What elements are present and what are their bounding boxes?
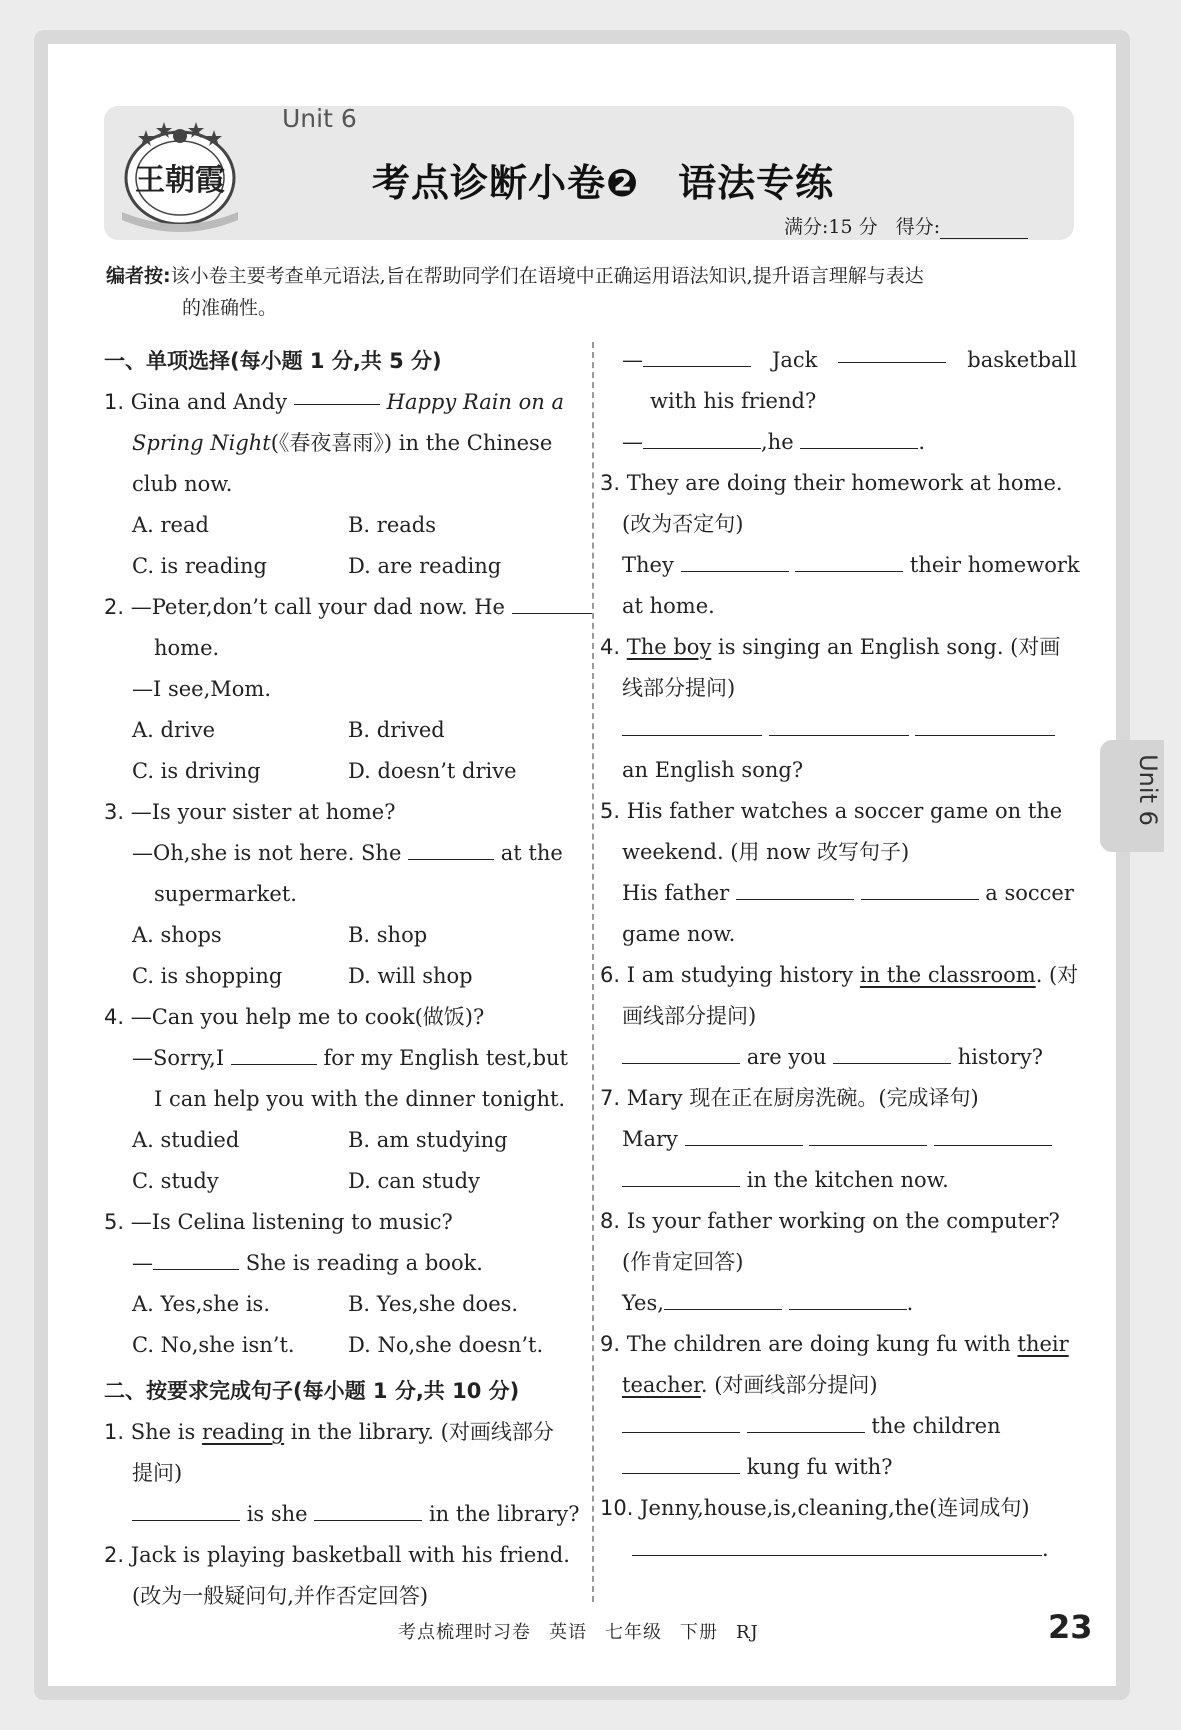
option-d[interactable]: D. can study (348, 1169, 480, 1193)
s2-q2-line1: 2. Jack is playing basketball with his friend. (104, 1543, 570, 1567)
answer-blank[interactable] (800, 426, 918, 449)
publisher-logo (108, 108, 252, 236)
s2-q1-line2: 提问) (132, 1461, 183, 1485)
s2-q9-line2: teacher. (对画线部分提问) (622, 1373, 878, 1397)
answer-blank[interactable] (789, 1287, 907, 1310)
s2-q5-line3: His father a soccer (622, 873, 1077, 914)
answer-blank[interactable] (736, 877, 854, 900)
s1-q2-line1: 2. —Peter,don’t call your dad now. He (104, 587, 564, 628)
s2-q10-line2: . (622, 1529, 1077, 1570)
answer-blank[interactable] (664, 1287, 782, 1310)
s1-q5-line1: 5. —Is Celina listening to music? (104, 1210, 453, 1234)
footer (398, 1618, 777, 1644)
editor-note (106, 260, 1076, 324)
s2-q5-line4: game now. (622, 922, 736, 946)
answer-blank[interactable] (632, 1533, 1042, 1556)
option-a[interactable]: A. Yes,she is. (132, 1292, 271, 1316)
s1-q4-line1: 4. —Can you help me to cook(做饭)? (104, 1005, 485, 1029)
full-score: 满分:15 分 (784, 216, 878, 238)
footer-grade: 七年级 (605, 1622, 662, 1643)
option-c[interactable]: C. study (132, 1169, 219, 1193)
s2-q6-line2: 画线部分提问) (622, 1004, 757, 1028)
option-a[interactable]: A. read (132, 513, 209, 537)
s2-q6-line3: are you history? (622, 1037, 1077, 1078)
s2-q9-line3: the children (622, 1406, 1077, 1447)
option-a[interactable]: A. drive (132, 718, 216, 742)
s2-q8-line3: Yes, . (622, 1283, 1077, 1324)
side-tab (1100, 740, 1164, 852)
s1-q3-line2: —Oh,she is not here. She at the (104, 833, 564, 874)
s1-q3-line3: supermarket. (154, 882, 297, 906)
answer-blank[interactable] (833, 1041, 951, 1064)
s2-q4-line2: 线部分提问) (622, 676, 736, 700)
s2-q4-line4: an English song? (622, 758, 804, 782)
s2-q6-line1: 6. I am studying history in the classroom. (对 (600, 963, 1079, 987)
s1-q3-options-ab (104, 915, 564, 956)
score-line (784, 212, 1028, 239)
option-c[interactable]: C. is shopping (132, 964, 283, 988)
score-label: 得分: (895, 216, 941, 238)
answer-blank[interactable] (622, 1041, 740, 1064)
unit-label: Unit 6 (282, 104, 357, 133)
option-d[interactable]: D. will shop (348, 964, 473, 988)
answer-blank[interactable] (809, 1123, 927, 1146)
answer-blank[interactable] (769, 713, 909, 736)
option-b[interactable]: B. Yes,she does. (348, 1292, 519, 1316)
answer-blank[interactable] (795, 549, 903, 572)
option-c[interactable]: C. No,she isn’t. (132, 1333, 295, 1357)
s1-q1-options-ab (104, 505, 564, 546)
s2-q10-line1: 10. Jenny,house,is,cleaning,the(连词成句) (600, 1496, 1030, 1520)
answer-blank[interactable] (622, 1164, 740, 1187)
s2-q2-line3: — Jack basketball (622, 340, 1077, 381)
s1-q3-options-cd (104, 956, 564, 997)
s1-q1-line1: 1. Gina and Andy Happy Rain on a (104, 382, 564, 423)
s2-q4-line1: 4. The boy is singing an English song. (对画 (600, 635, 1061, 659)
option-a[interactable]: A. studied (132, 1128, 240, 1152)
s2-q3-line1: 3. They are doing their homework at home. (600, 471, 1063, 495)
footer-book: 考点梳理时习卷 (398, 1622, 531, 1643)
footer-subject: 英语 (549, 1622, 587, 1643)
s2-q5-line1: 5. His father watches a soccer game on the (600, 799, 1063, 823)
s2-q2-line2: (改为一般疑问句,并作否定回答) (132, 1584, 429, 1608)
s2-q7-line1: 7. Mary 现在正在厨房洗碗。(完成译句) (600, 1086, 979, 1110)
option-b[interactable]: B. reads (348, 513, 436, 537)
option-d[interactable]: D. doesn’t drive (348, 759, 517, 783)
s2-q1-line3: is she in the library? (104, 1494, 564, 1535)
s1-q4-line2: —Sorry,I for my English test,but (104, 1038, 564, 1079)
s2-q1-line1: 1. She is reading in the library. (对画线部分 (104, 1420, 554, 1444)
s1-q2-options-ab (104, 710, 564, 751)
answer-blank[interactable] (861, 877, 979, 900)
section2-title: 二、按要求完成句子(每小题 1 分,共 10 分) (104, 1379, 520, 1403)
s1-q4-line3: I can help you with the dinner tonight. (154, 1087, 566, 1111)
s1-q1-line3: club now. (132, 472, 233, 496)
answer-blank[interactable] (622, 1451, 740, 1474)
section1-title: 一、单项选择(每小题 1 分,共 5 分) (104, 349, 442, 373)
note-label: 编者按: (106, 265, 171, 287)
note-text-1: 该小卷主要考查单元语法,旨在帮助同学们在语境中正确运用语法知识,提升语言理解与表达 (170, 265, 924, 287)
page-title: 考点诊断小卷❷ 语法专练 (372, 161, 835, 205)
answer-blank[interactable] (643, 344, 751, 367)
answer-blank[interactable] (408, 837, 494, 860)
answer-blank[interactable] (838, 340, 946, 363)
s1-q5-line2: — She is reading a book. (104, 1243, 564, 1284)
s2-q4-line3 (622, 709, 1077, 750)
answer-blank[interactable] (685, 1123, 803, 1146)
answer-blank[interactable] (622, 1410, 740, 1433)
footer-volume: 下册 (680, 1622, 718, 1643)
score-blank[interactable] (940, 220, 1028, 239)
page-number: 23 (1048, 1608, 1093, 1646)
s1-q2-line2: home. (154, 636, 220, 660)
s1-q3-line1: 3. —Is your sister at home? (104, 800, 396, 824)
s2-q9-line1: 9. The children are doing kung fu with their (600, 1332, 1069, 1356)
s1-q1-options-cd (104, 546, 564, 587)
option-c[interactable]: C. is driving (132, 759, 261, 783)
s2-q2-line4: with his friend? (650, 389, 817, 413)
s1-q4-options-ab (104, 1120, 564, 1161)
option-b[interactable]: B. shop (348, 923, 428, 947)
answer-blank[interactable] (314, 1498, 422, 1521)
answer-blank[interactable] (231, 1042, 317, 1065)
answer-blank[interactable] (294, 382, 380, 405)
s2-q5-line2: weekend. (用 now 改写句子) (622, 840, 910, 864)
answer-blank[interactable] (153, 1247, 239, 1270)
s2-q8-line1: 8. Is your father working on the computer? (600, 1209, 1060, 1233)
option-d[interactable]: D. are reading (348, 554, 502, 578)
side-tab-label: Unit 6 (1133, 754, 1162, 826)
answer-blank[interactable] (934, 1123, 1052, 1146)
s2-q3-line4: at home. (622, 594, 715, 618)
left-column (104, 340, 580, 1617)
answer-blank[interactable] (622, 713, 762, 736)
s1-q4-options-cd (104, 1161, 564, 1202)
s2-q3-line2: (改为否定句) (622, 512, 744, 536)
s2-q7-line2: Mary (622, 1119, 1077, 1160)
s1-q5-options-cd (104, 1325, 564, 1366)
right-column (600, 340, 1080, 1570)
option-b[interactable]: B. drived (348, 718, 445, 742)
footer-edition: RJ (736, 1622, 759, 1643)
s2-q2-line5: — ,he . (622, 422, 1077, 463)
s2-q3-line3: They their homework (622, 545, 1077, 586)
answer-blank[interactable] (681, 549, 789, 572)
option-a[interactable]: A. shops (132, 923, 222, 947)
answer-blank[interactable] (747, 1410, 865, 1433)
s1-q5-options-ab (104, 1284, 564, 1325)
answer-blank[interactable] (915, 713, 1055, 736)
note-text-2: 的准确性。 (182, 297, 278, 319)
s2-q8-line2: (作肯定回答) (622, 1250, 744, 1274)
answer-blank[interactable] (512, 591, 592, 614)
s1-q2-line3: —I see,Mom. (132, 677, 272, 701)
answer-blank[interactable] (643, 426, 761, 449)
s2-q7-line3: in the kitchen now. (622, 1160, 1077, 1201)
option-b[interactable]: B. am studying (348, 1128, 508, 1152)
s1-q2-options-cd (104, 751, 564, 792)
s1-q1-line2: Spring Night(《春夜喜雨》) in the Chinese (132, 431, 553, 455)
option-c[interactable]: C. is reading (132, 554, 267, 578)
column-divider (592, 342, 594, 1602)
option-d[interactable]: D. No,she doesn’t. (348, 1333, 544, 1357)
s2-q9-line4: kung fu with? (622, 1447, 1077, 1488)
answer-blank[interactable] (132, 1498, 240, 1521)
logo-text: 王朝霞 (135, 163, 225, 198)
